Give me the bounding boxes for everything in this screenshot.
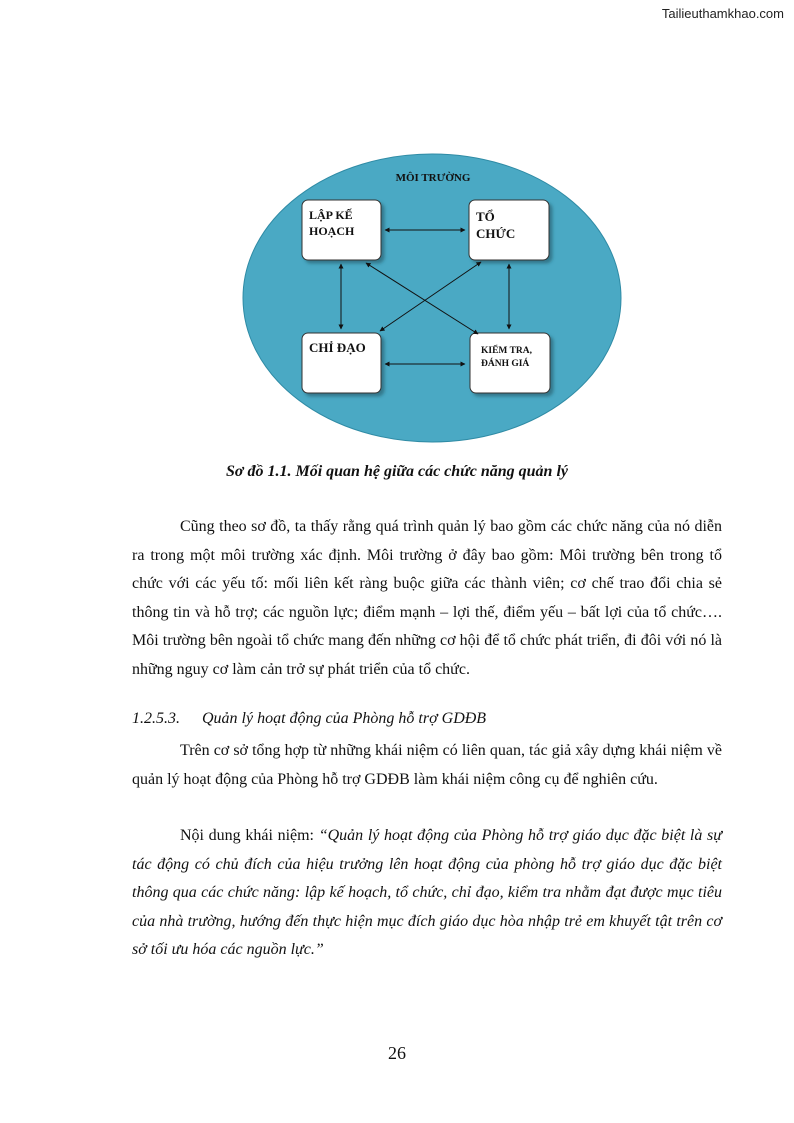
definition-quote: “Quản lý hoạt động của Phòng hỗ trợ giáo dục đặc biệt là sự tác động có chủ đích của hiệu trưởng lên hoạt động của phòng hỗ trợ giáo dục đặc biệt thông qua các chức năng: lập kế hoạch, tổ chức, chỉ đạo, kiểm tra nhằm đạt được mục tiêu của nhà trường, hướng đến thực hiện mục đích giáo dục hòa nhập trẻ em khuyết tật trên cơ sở tối ưu hóa các nguồn lực.” [132, 827, 723, 958]
box-controlling-label: KIỂM TRA, ĐÁNH GIÁ [481, 346, 533, 369]
section-heading [132, 710, 486, 728]
watermark: Tailieuthamkhao.com [661, 6, 784, 21]
environment-ellipse [243, 154, 621, 442]
section-number: 1.2.5.3. [132, 710, 180, 727]
box-planning-label: LẬP KẾ HOẠCH [309, 208, 355, 238]
management-functions-diagram [0, 0, 794, 460]
page-number: 26 [388, 1043, 406, 1063]
box-organizing-label: TỔ CHỨC [476, 209, 516, 241]
environment-label: MÔI TRƯỜNG [395, 172, 471, 184]
paragraph-concept-definition [132, 822, 722, 965]
paragraph-environment: Cũng theo sơ đồ, ta thấy rằng quá trình quản lý bao gồm các chức năng của nó diễn ra trong một môi trường xác định. Môi trường ở đây bao gồm: Môi trường bên trong tổ chức với các yếu tố: mối liên kết ràng buộc giữa các thành viên; cơ chế trao đổi chia sẻ thông tin và hỗ trợ; các nguồn lực; điểm mạnh – lợi thế, điểm yếu – bất lợi của tổ chức…. Môi trường bên ngoài tổ chức mang đến những cơ hội để tổ chức phát triển, đi đôi với nó là những nguy cơ làm cản trở sự phát triển của tổ chức. [132, 518, 722, 678]
definition-lead: Nội dung khái niệm: [180, 827, 319, 844]
section-title: Quản lý hoạt động của Phòng hỗ trợ GDĐB [202, 710, 487, 727]
diagram-caption: Sơ đồ 1.1. Mối quan hệ giữa các chức năng quản lý [225, 463, 568, 480]
box-directing-label: CHỈ ĐẠO [309, 340, 366, 355]
paragraph-concept-intro: Trên cơ sở tổng hợp từ những khái niệm có liên quan, tác giả xây dựng khái niệm về quản lý hoạt động của Phòng hỗ trợ GDĐB làm khái niệm công cụ để nghiên cứu. [132, 742, 722, 788]
